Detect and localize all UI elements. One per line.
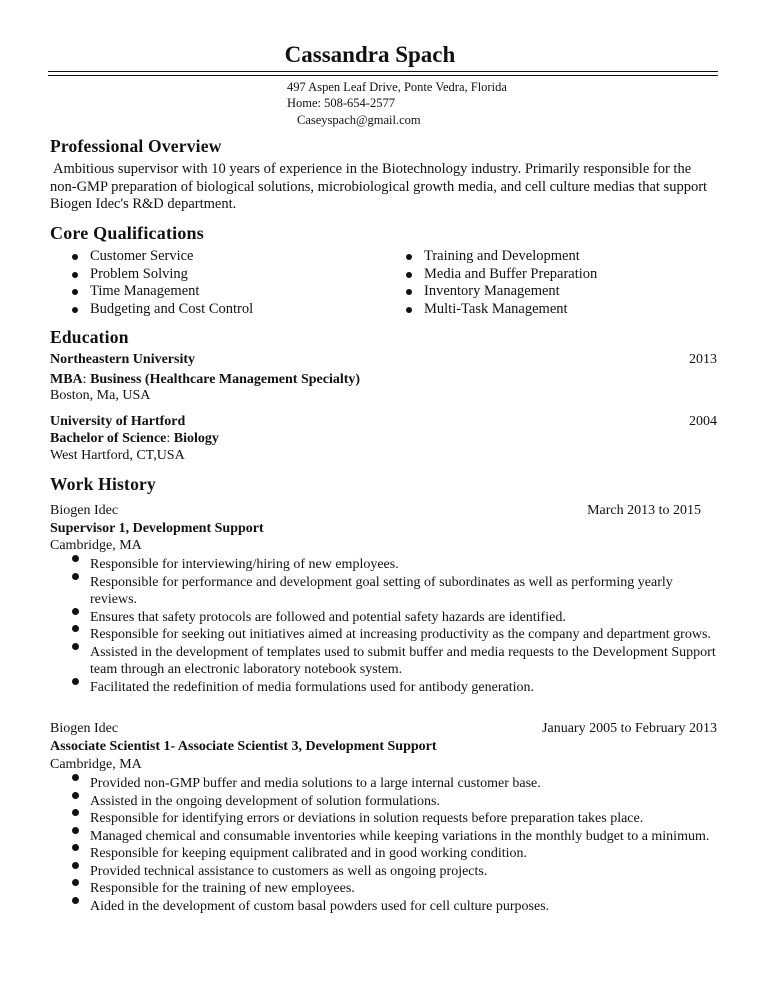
education-entry-2 bbox=[50, 413, 717, 431]
education-heading: Education bbox=[50, 327, 129, 347]
degree-name: MBA bbox=[50, 372, 83, 387]
company: Biogen Idec bbox=[50, 721, 119, 736]
qualifications-right-list bbox=[408, 248, 597, 318]
work-heading: Work History bbox=[50, 474, 156, 494]
school-location: Boston, Ma, USA bbox=[50, 388, 151, 403]
list-item: Provided non-GMP buffer and media solutions to a large internal customer base. bbox=[74, 775, 720, 793]
list-item: Inventory Management bbox=[408, 283, 597, 301]
degree-field: Business (Healthcare Management Specialty) bbox=[90, 372, 361, 387]
degree: MBA: Business (Healthcare Management Specialty) bbox=[50, 372, 361, 387]
list-item: Provided technical assistance to customers as well as ongoing projects. bbox=[74, 863, 720, 881]
school-name: University of Hartford bbox=[50, 414, 186, 429]
list-item: Multi-Task Management bbox=[408, 301, 597, 319]
overview-text: Ambitious supervisor with 10 years of experience in the Biotechnology industry. Primarily responsible for the non-GMP preparation of biological solutions, microbiological growth media, and cell culture medias that support Biogen Idec's R&D department. bbox=[50, 161, 708, 212]
email: Caseyspach@gmail.com bbox=[297, 113, 421, 127]
school-location: West Hartford, CT,USA bbox=[50, 448, 185, 463]
candidate-name: Cassandra Spach bbox=[284, 42, 456, 67]
list-item: Responsible for the training of new employees. bbox=[74, 880, 720, 898]
header-rule-bottom bbox=[48, 75, 718, 76]
job-title: Associate Scientist 1- Associate Scientist 3, Development Support bbox=[50, 739, 437, 754]
phone: Home: 508-654-2577 bbox=[287, 96, 395, 110]
job-1-header bbox=[50, 502, 701, 520]
list-item: Managed chemical and consumable inventories while keeping variations in the monthly budget to a minimum. bbox=[74, 828, 720, 846]
list-item: Responsible for seeking out initiatives aimed at increasing productivity as the company and department grows. bbox=[74, 626, 720, 644]
school-name: Northeastern University bbox=[50, 352, 196, 367]
list-item: Responsible for interviewing/hiring of new employees. bbox=[74, 556, 720, 574]
degree: Bachelor of Science: Biology bbox=[50, 431, 219, 446]
job-location: Cambridge, MA bbox=[50, 757, 142, 772]
job-1-bullets bbox=[74, 556, 720, 696]
list-item: Problem Solving bbox=[74, 266, 253, 284]
graduation-year: 2004 bbox=[689, 414, 717, 429]
qualifications-left-list bbox=[74, 248, 253, 318]
company: Biogen Idec bbox=[50, 503, 119, 518]
job-2-header bbox=[50, 720, 717, 738]
degree-field: Biology bbox=[173, 431, 219, 446]
list-item: Budgeting and Cost Control bbox=[74, 301, 253, 319]
job-title: Supervisor 1, Development Support bbox=[50, 521, 264, 536]
list-item: Responsible for performance and development goal setting of subordinates as well as performing yearly reviews. bbox=[74, 574, 720, 609]
job-dates: March 2013 to 2015 bbox=[587, 503, 701, 518]
job-location: Cambridge, MA bbox=[50, 538, 142, 553]
overview-heading: Professional Overview bbox=[50, 136, 222, 156]
list-item: Media and Buffer Preparation bbox=[408, 266, 597, 284]
list-item: Assisted in the ongoing development of solution formulations. bbox=[74, 793, 720, 811]
list-item: Aided in the development of custom basal powders used for cell culture purposes. bbox=[74, 898, 720, 916]
contact-block bbox=[287, 79, 507, 128]
list-item: Customer Service bbox=[74, 248, 253, 266]
list-item: Training and Development bbox=[408, 248, 597, 266]
list-item: Responsible for identifying errors or deviations in solution requests before preparation takes place. bbox=[74, 810, 720, 828]
list-item: Responsible for keeping equipment calibrated and in good working condition. bbox=[74, 845, 720, 863]
list-item: Facilitated the redefinition of media formulations used for antibody generation. bbox=[74, 679, 720, 697]
address: 497 Aspen Leaf Drive, Ponte Vedra, Florida bbox=[287, 80, 507, 94]
qualifications-heading: Core Qualifications bbox=[50, 223, 204, 243]
job-2-bullets bbox=[74, 775, 720, 915]
list-item: Time Management bbox=[74, 283, 253, 301]
list-item: Ensures that safety protocols are followed and potential safety hazards are identified. bbox=[74, 609, 720, 627]
header-rule-top bbox=[48, 71, 718, 72]
graduation-year: 2013 bbox=[689, 352, 717, 367]
education-entry-1 bbox=[50, 351, 717, 369]
list-item: Assisted in the development of templates used to submit buffer and media requests to the Development Support team through an electronic laboratory notebook system. bbox=[74, 644, 720, 679]
job-dates: January 2005 to February 2013 bbox=[542, 721, 717, 736]
degree-name: Bachelor of Science bbox=[50, 431, 167, 446]
